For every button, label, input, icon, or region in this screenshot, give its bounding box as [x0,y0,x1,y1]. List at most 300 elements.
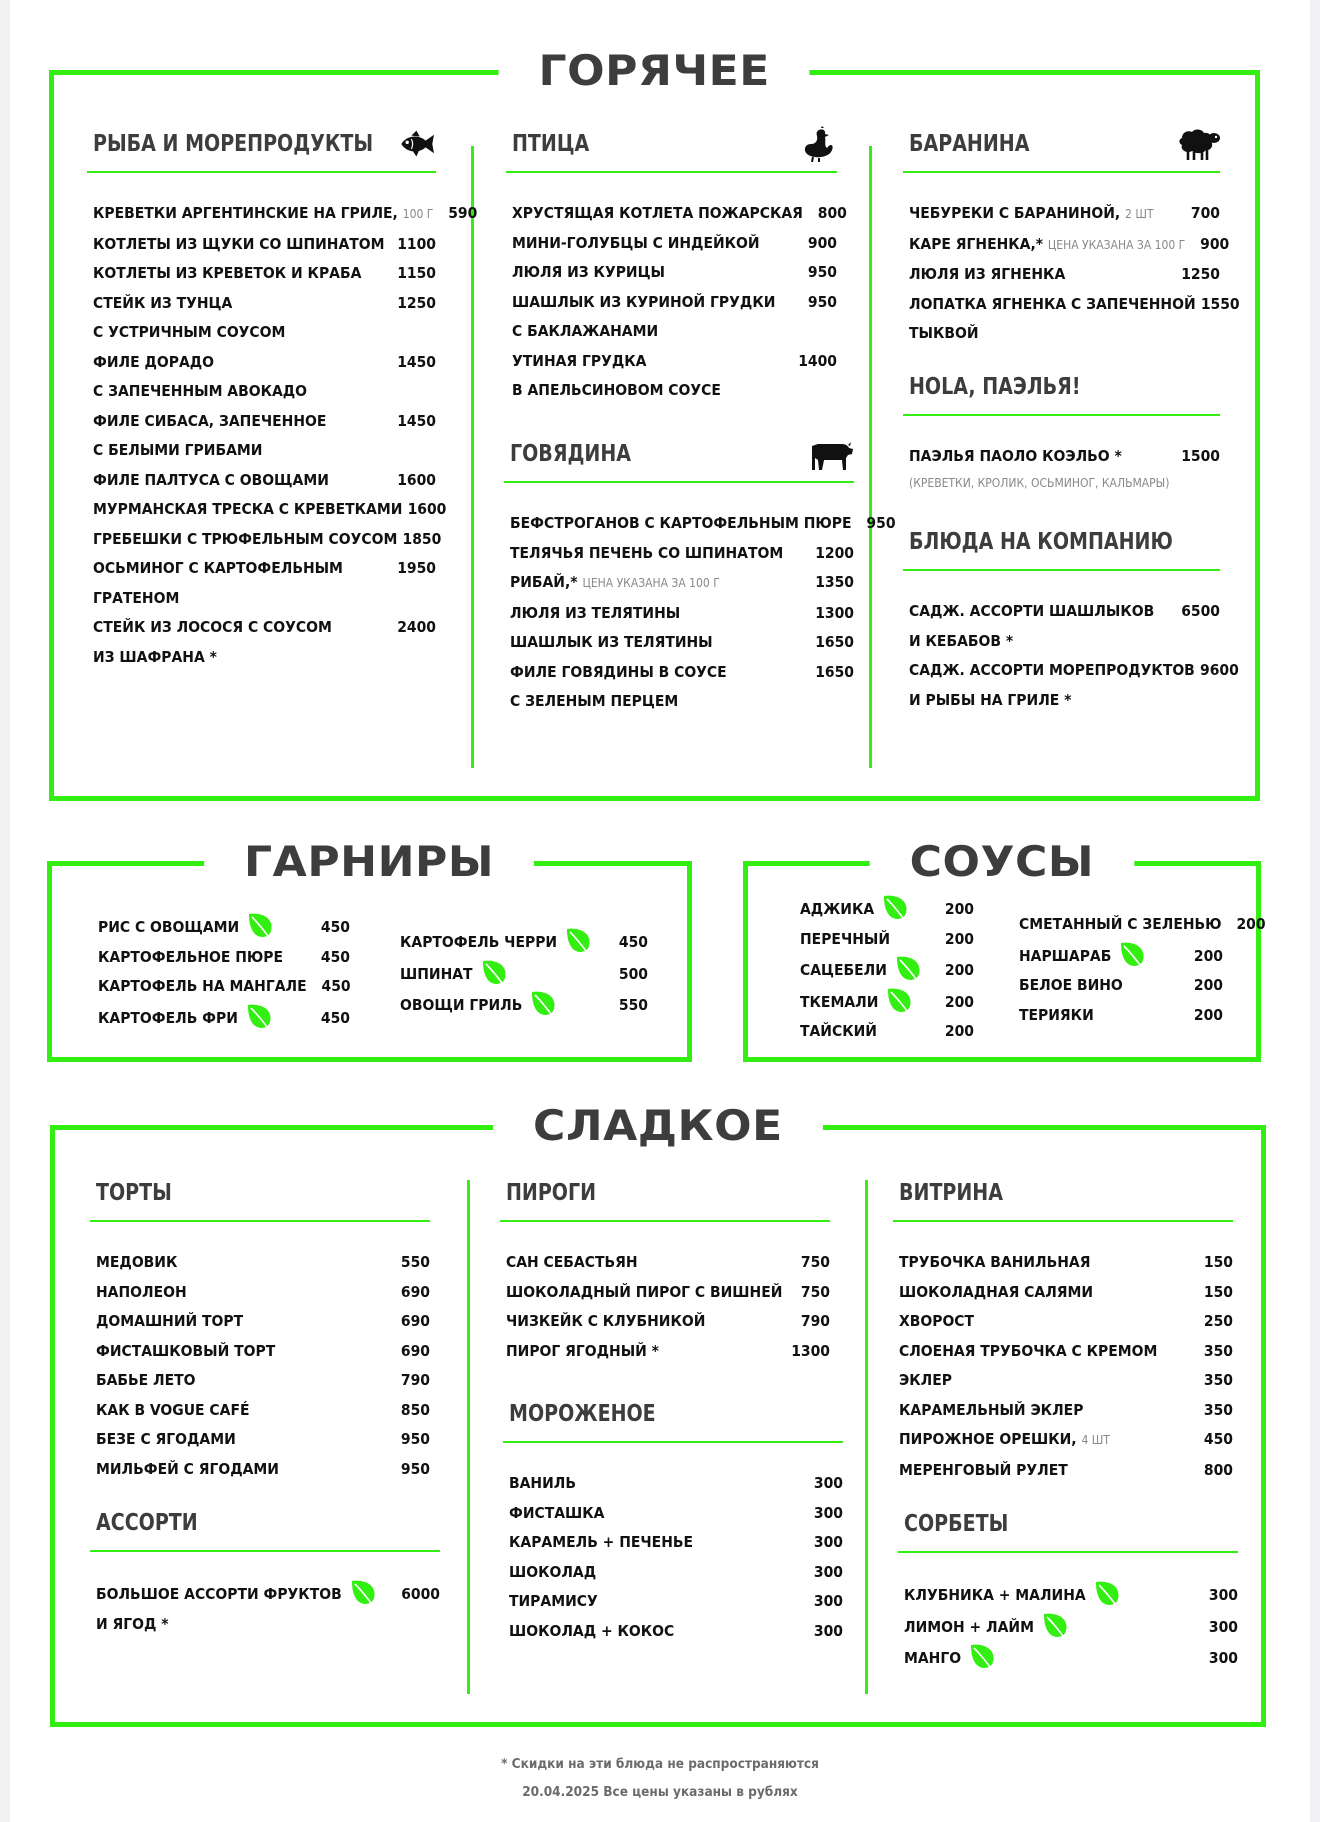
section-heading-row [903,127,1220,173]
menu-item-name [93,554,392,584]
menu-item-title: НАПОЛЕОН [96,1282,187,1301]
menu-item-title: ФИЛЕ ГОВЯДИНЫ В СОУСЕ [510,662,727,681]
hot-section-title-wrap [54,45,1255,97]
menu-item [903,656,1239,686]
menu-item-title: САН СЕБАСТЬЯН [506,1253,638,1271]
menu-item [92,943,350,973]
menu-item-price: 950 [807,292,837,311]
menu-item-name [509,1587,799,1617]
vegetarian-leaf-icon [1119,940,1147,970]
menu-item-title: С ЗЕЛЕНЫМ ПЕРЦЕМ [510,692,679,710]
menu-item-title: ЧЕБУРЕКИ С БАРАНИНОЙ, [909,204,1121,222]
menu-item-name [506,1337,786,1367]
menu-item-title: ТАЙСКИЙ [800,1022,877,1040]
menu-item-price: 900 [1200,234,1230,253]
hot-section-box [49,46,1260,801]
menu-item-name [909,627,1176,657]
menu-item [903,319,1220,349]
sauces-section-title: СОУСЫ [870,836,1134,888]
sides-section-title: ГАРНИРЫ [205,836,535,888]
menu-item-title: БОЛЬШОЕ АССОРТИ ФРУКТОВ [96,1585,342,1603]
section-heading-row [503,1397,843,1443]
section-heading-row [90,1506,440,1552]
section-heading-row [903,370,1220,416]
menu-item-title: ЛЮЛЯ ИЗ КУРИЦЫ [512,263,665,281]
menu-item-name [93,289,392,319]
menu-item [504,509,896,539]
sauces-section-box [743,837,1266,1062]
menu-item-price: 950 [400,1430,430,1448]
section-heading: БЛЮДА НА КОМПАНИЮ [909,529,1173,555]
menu-item-price: 1300 [791,1341,830,1360]
menu-item-price: 350 [1203,1400,1233,1419]
section-heading: ПТИЦА [512,131,590,157]
menu-item [87,289,436,319]
menu-item-price: 800 [817,204,847,222]
page-edge-left [0,0,10,1822]
vegetarian-leaf-icon [350,1578,378,1608]
menu-item-name [512,288,793,318]
menu-item [504,599,854,629]
section-heading: РЫБА И МОРЕПРОДУКТЫ [93,131,374,157]
menu-item-name [510,658,810,688]
menu-item [87,318,436,348]
menu-item-title: КАРАМЕЛЬ + ПЕЧЕНЬЕ [509,1533,694,1551]
menu-item [90,1248,430,1278]
paella-section [903,370,1220,494]
menu-item-price: 1400 [798,351,837,370]
menu-item-price: 300 [813,1533,843,1551]
menu-item-name [800,893,930,925]
vegetarian-leaf-icon [1042,1611,1070,1641]
company-section [903,525,1239,715]
menu-item-title: РИБАЙ,* [510,573,578,591]
menu-item-price: 790 [800,1312,830,1330]
menu-item-price: 200 [944,961,974,979]
section-heading: БАРАНИНА [909,131,1030,157]
menu-item [90,1578,440,1610]
menu-item-name [93,466,392,496]
menu-item-price: 1450 [397,352,436,371]
menu-item-name [98,1002,306,1034]
menu-item-price: 550 [618,996,648,1014]
section-heading-row [893,1176,1233,1222]
fish-icon [398,126,436,162]
menu-item [503,1558,843,1588]
menu-item-name [899,1307,1189,1337]
menu-item-price: 1350 [815,573,854,591]
hot-divider-2 [869,146,872,768]
menu-item [893,1396,1233,1426]
menu-item [500,1337,830,1367]
vegetarian-leaf-icon [530,989,558,1019]
menu-item-price: 590 [448,204,478,222]
menu-item-price: 200 [944,929,974,948]
menu-item-name [96,1455,386,1485]
menu-item-price: 200 [1193,976,1223,994]
menu-item-title: ШАШЛЫК ИЗ ТЕЛЯТИНЫ [510,633,713,651]
vegetarian-leaf-icon [246,1002,274,1032]
menu-item-title: СТЕЙК ИЗ ЛОСОСЯ С СОУСОМ [93,618,332,636]
menu-item-name [512,199,803,229]
menu-item [794,954,974,986]
menu-item-price: 300 [813,1503,843,1522]
menu-item-name [909,686,1176,716]
menu-item-title: ТРУБОЧКА ВАНИЛЬНАЯ [899,1253,1091,1271]
menu-item-price: 1950 [397,559,436,577]
menu-item-title: ЭКЛЕР [899,1371,952,1389]
menu-item-name [93,259,392,289]
menu-item [87,525,442,555]
section-heading-row [87,127,436,173]
menu-item-name [96,1248,386,1278]
vegetarian-leaf-icon [247,911,275,941]
menu-item [893,1337,1233,1367]
menu-item-price: 700 [1190,204,1220,222]
menu-item [87,643,436,673]
menu-item-title: ХРУСТЯЩАЯ КОТЛЕТА ПОЖАРСКАЯ [512,204,803,222]
menu-item-name [96,1307,386,1337]
vegetarian-leaf-icon [1094,1579,1122,1609]
menu-item-price: 1300 [815,603,854,622]
vegetarian-leaf-icon [481,958,509,988]
menu-item-name [909,290,1196,320]
menu-item-title: КАРТОФЕЛЬ ФРИ [98,1008,238,1027]
footer-discount-note: * Скидки на эти блюда не распространяются [501,1756,819,1772]
menu-item-price: 850 [400,1400,430,1419]
menu-item-title: ЛИМОН + ЛАЙМ [904,1617,1034,1636]
menu-item [503,1617,843,1647]
vegetarian-leaf-icon [882,893,910,923]
menu-item [903,290,1240,320]
menu-item-price: 690 [400,1341,430,1360]
menu-item-title: ПАЭЛЬЯ ПАОЛО КОЭЛЬО * [909,447,1122,465]
menu-item-name [510,568,810,599]
menu-item-title: МЕДОВИК [96,1253,178,1271]
menu-item-title: С БЕЛЫМИ ГРИБАМИ [93,441,263,459]
menu-item [503,1469,843,1499]
menu-item-title: ФИЛЕ ДОРАДО [93,352,215,371]
menu-item [903,597,1220,627]
menu-item-title: КАРЕ ЯГНЕНКА,* [909,234,1044,253]
menu-item [893,1278,1233,1308]
menu-item [90,1455,430,1485]
menu-item-title: ДОМАШНИЙ ТОРТ [96,1312,244,1330]
menu-item-title: ШОКОЛАДНЫЙ ПИРОГ С ВИШНЕЙ [506,1282,783,1301]
sauces-left-list [794,893,974,1047]
showcase-section [893,1176,1233,1485]
menu-item-title: ЛЮЛЯ ИЗ ТЕЛЯТИНЫ [510,603,681,622]
menu-item-title: ТИРАМИСУ [509,1592,598,1610]
menu-item [506,229,837,259]
menu-item-title: ПИРОЖНОЕ ОРЕШКИ, [899,1430,1077,1448]
menu-item-title: ПЕРЕЧНЫЙ [800,929,891,948]
menu-item-name [899,1278,1189,1308]
menu-item [898,1579,1238,1611]
menu-item-name [93,525,397,555]
menu-item-name [909,260,1176,290]
assorti-section [90,1506,440,1639]
menu-item-title: КАК В VOGUE CAFÉ [96,1400,250,1419]
menu-item-name [909,442,1176,472]
menu-item [87,199,478,230]
menu-item [394,958,648,990]
menu-item-price: 690 [400,1312,430,1330]
menu-item-price: 6000 [401,1585,440,1603]
menu-item-price: 1150 [397,264,436,282]
menu-item [506,347,837,377]
menu-item-name [899,1337,1189,1367]
menu-item [90,1610,440,1640]
menu-item-name [96,1610,396,1640]
menu-item-price: 750 [800,1253,830,1271]
menu-item-price: 500 [618,964,648,983]
menu-item-title: С УСТРИЧНЫМ СОУСОМ [93,323,286,341]
menu-item-title: ГРЕБЕШКИ С ТРЮФЕЛЬНЫМ СОУСОМ [93,529,398,548]
menu-item-price: 300 [813,1474,843,1492]
menu-item-price: 450 [320,1008,350,1027]
menu-item-price: 300 [813,1562,843,1581]
menu-item [503,1528,843,1558]
menu-item [893,1307,1233,1337]
menu-item [87,466,436,496]
menu-item-price: 690 [400,1282,430,1301]
menu-item-name [899,1366,1189,1396]
menu-item [506,288,837,318]
menu-item [87,230,436,260]
menu-item-name [509,1499,799,1529]
menu-item-name [909,199,1176,230]
menu-item-title: ТЕРИЯКИ [1019,1005,1094,1024]
hot-section-title: ГОРЯЧЕЕ [499,45,810,97]
menu-item-price: 1550 [1200,294,1240,313]
menu-item [903,230,1230,261]
menu-item-name [510,687,810,717]
menu-item [794,925,974,955]
menu-item-title: ТЫКВОЙ [909,324,979,342]
sweet-section-title: СЛАДКОЕ [493,1100,823,1152]
menu-item-name [400,989,604,1021]
menu-item [504,539,854,569]
menu-item-title: ТЕЛЯЧЬЯ ПЕЧЕНЬ СО ШПИНАТОМ [510,543,784,562]
menu-item-price: 200 [944,900,974,918]
cakes-section [90,1176,430,1484]
menu-item [90,1396,430,1426]
menu-item-price: 750 [800,1282,830,1301]
menu-item-title: КРЕВЕТКИ АРГЕНТИНСКИЕ НА ГРИЛЕ, [93,204,398,222]
poultry-section [506,127,847,406]
section-heading-row [500,1176,830,1222]
sides-section-box [47,837,692,1062]
menu-item-title: АДЖИКА [800,900,875,918]
menu-item-title: ОВОЩИ ГРИЛЬ [400,996,523,1014]
menu-item [87,554,436,584]
menu-item-name [899,1248,1189,1278]
menu-item-price: 200 [944,1022,974,1040]
menu-item-price: 250 [1203,1312,1233,1330]
menu-item-name [93,584,392,614]
menu-item [87,348,436,378]
menu-item-name [909,656,1195,686]
menu-item-title: РИС С ОВОЩАМИ [98,918,240,936]
menu-item-name [904,1642,1194,1674]
menu-item-price: 1650 [815,633,854,651]
sides-left-list [92,911,350,1033]
menu-item-title: ШОКОЛАД + КОКОС [509,1621,675,1640]
menu-item-title: МАНГО [904,1649,962,1667]
menu-item [90,1337,430,1367]
menu-item [87,613,436,643]
menu-item-title: КАРТОФЕЛЬНОЕ ПЮРЕ [98,947,284,966]
menu-item-name [909,230,1185,261]
menu-item-title: БЕФСТРОГАНОВ С КАРТОФЕЛЬНЫМ ПЮРЕ [510,514,852,532]
menu-item-name [800,954,930,986]
menu-item-subnote [903,472,1220,494]
sides-right-list [394,926,648,1021]
menu-item-name [506,1278,786,1308]
menu-item-price: 200 [1236,915,1266,933]
menu-item [90,1366,430,1396]
menu-item [1013,940,1223,972]
menu-item [504,628,854,658]
menu-item-name [93,436,392,466]
menu-item-name [512,376,793,406]
menu-item-price: 450 [321,977,351,995]
menu-item [92,972,350,1002]
menu-item [500,1278,830,1308]
menu-item-title: СЛОЕНАЯ ТРУБОЧКА С КРЕМОМ [899,1341,1158,1360]
menu-item [503,1587,843,1617]
menu-item-price: 1250 [1181,265,1220,283]
menu-item-name [800,986,930,1018]
footer [0,1750,1320,1806]
menu-item-name [506,1307,786,1337]
menu-item-title: С ЗАПЕЧЕННЫМ АВОКАДО [93,382,308,400]
menu-item [504,658,854,688]
section-heading: МОРОЖЕНОЕ [509,1401,656,1427]
menu-item-price: 6500 [1181,602,1220,620]
menu-item-title: САДЖ. АССОРТИ МОРЕПРОДУКТОВ [909,661,1195,679]
menu-item-name [98,911,306,943]
menu-item-subnote-text: (КРЕВЕТКИ, КРОЛИК, ОСЬМИНОГ, КАЛЬМАРЫ) [909,475,1170,490]
menu-item-name [96,1366,386,1396]
menu-item-price: 1600 [407,500,447,518]
menu-item [504,568,854,599]
menu-item-price: 450 [1203,1430,1233,1448]
menu-item-title: КЛУБНИКА + МАЛИНА [904,1586,1086,1604]
menu-item [87,377,436,407]
menu-item-price: 300 [813,1621,843,1640]
menu-item-title: ЛЮЛЯ ИЗ ЯГНЕНКА [909,265,1066,283]
menu-item-name [800,925,930,955]
vegetarian-leaf-icon [565,926,593,956]
menu-item-name [909,597,1176,627]
menu-item [903,442,1220,472]
menu-item-title: ЛОПАТКА ЯГНЕНКА С ЗАПЕЧЕННОЙ [909,294,1196,313]
menu-item-name [93,377,392,407]
menu-item-price: 300 [1208,1586,1238,1604]
menu-item-title: СМЕТАННЫЙ С ЗЕЛЕНЬЮ [1019,915,1222,933]
menu-item [92,1002,350,1034]
menu-item [1013,971,1223,1001]
menu-item-title: САДЖ. АССОРТИ ШАШЛЫКОВ [909,602,1155,620]
section-heading: ПИРОГИ [506,1180,597,1206]
section-heading: АССОРТИ [96,1510,198,1536]
menu-item [794,1017,974,1047]
menu-item [500,1248,830,1278]
menu-item-name [510,628,810,658]
menu-item-name [400,958,604,990]
menu-item [903,627,1220,657]
menu-item-price: 950 [400,1459,430,1478]
menu-item-price: 1450 [397,411,436,430]
menu-item-note: ЦЕНА УКАЗАНА ЗА 100 Г [582,576,720,590]
menu-item-price: 150 [1203,1253,1233,1271]
menu-item-title: ФИСТАШКОВЫЙ ТОРТ [96,1341,276,1360]
menu-item [92,911,350,943]
menu-item [506,258,837,288]
menu-item-note: 4 ШТ [1081,1433,1110,1447]
cow-icon [808,436,854,472]
menu-item [500,1307,830,1337]
menu-item-title: ИЗ ШАФРАНА * [93,647,217,666]
menu-item [1013,910,1266,940]
menu-item-title: БАБЬЕ ЛЕТО [96,1371,196,1389]
menu-item-name [899,1396,1189,1426]
vegetarian-leaf-icon [969,1642,997,1672]
menu-item-name [96,1337,386,1367]
menu-item-name [93,643,392,673]
menu-item-title: САЦЕБЕЛИ [800,961,887,979]
menu-item [87,436,436,466]
menu-item [90,1307,430,1337]
menu-item-title: БЕЛОЕ ВИНО [1019,976,1123,994]
menu-item [504,687,854,717]
menu-item-name [512,317,793,347]
menu-item-title: ФИСТАШКА [509,1503,605,1522]
menu-item-title: ФИЛЕ ПАЛТУСА С ОВОЩАМИ [93,470,329,489]
menu-item-name [400,926,604,958]
menu-item-name [96,1578,396,1610]
sweet-section-box [50,1101,1266,1727]
menu-item-title: КОТЛЕТЫ ИЗ КРЕВЕТОК И КРАБА [93,264,362,282]
menu-item [898,1611,1238,1643]
menu-item-price: 550 [400,1253,430,1271]
menu-item [898,1642,1238,1674]
menu-item [503,1499,843,1529]
menu-item-name [509,1617,799,1647]
menu-item-price: 450 [618,933,648,951]
menu-item-price: 9600 [1200,661,1239,679]
menu-item-price: 450 [320,918,350,936]
menu-item [893,1366,1233,1396]
menu-item-price: 1650 [815,662,854,681]
menu-item-name [93,318,392,348]
menu-item-price: 150 [1203,1282,1233,1301]
menu-item-title: МЕРЕНГОВЫЙ РУЛЕТ [899,1460,1068,1479]
pies-section [500,1176,830,1366]
menu-item-price: 300 [813,1592,843,1610]
vegetarian-leaf-icon [886,986,914,1016]
section-heading: ВИТРИНА [899,1180,1003,1206]
menu-item-title: И КЕБАБОВ * [909,631,1014,650]
menu-item-name [512,258,793,288]
menu-item-name [510,539,810,569]
section-heading: СОРБЕТЫ [904,1511,1009,1537]
menu-item-title: ХВОРОСТ [899,1312,975,1330]
menu-item-title: С БАКЛАЖАНАМИ [512,322,659,340]
menu-item-name [512,347,793,377]
